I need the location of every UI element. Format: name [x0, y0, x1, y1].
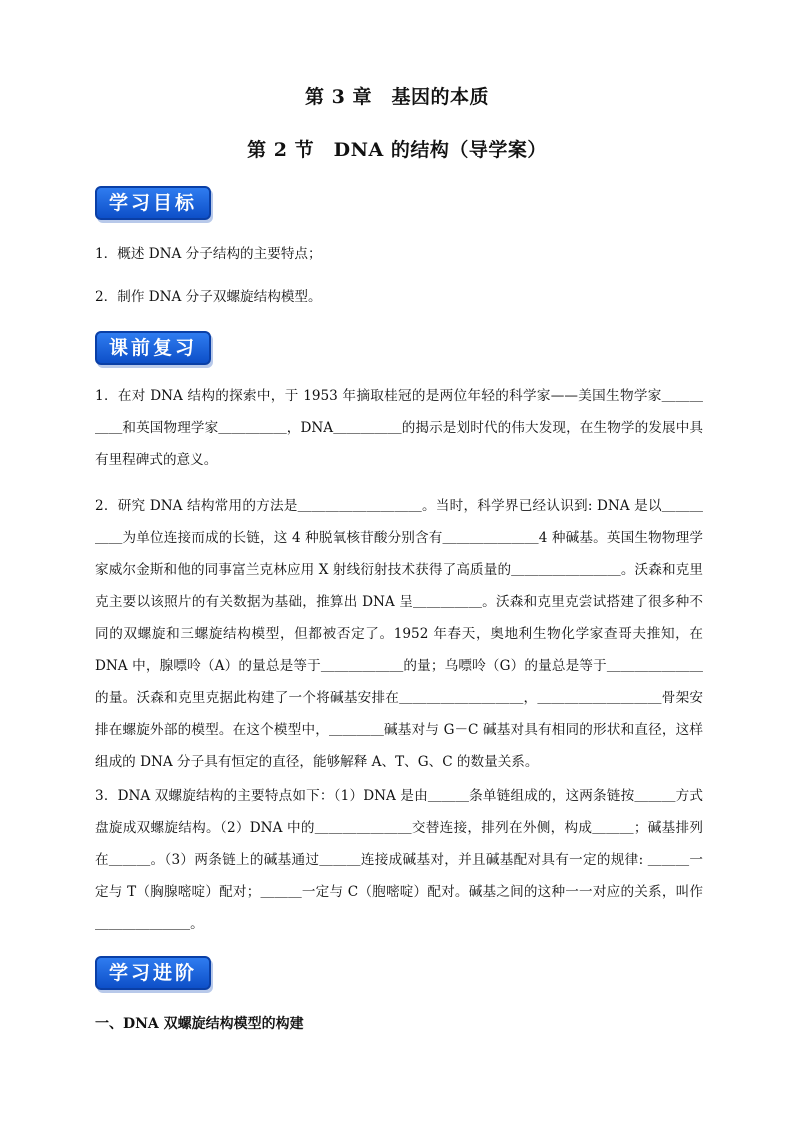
goal-item-1: 1．概述 DNA 分子结构的主要特点； — [95, 246, 322, 262]
section-title: 第 2 节 DNA 的结构（导学案） — [247, 139, 547, 161]
review-question-2: 2．研究 DNA 结构常用的方法是＿＿＿＿＿＿＿＿＿。当时，科学界已经认识到: DNA 是以＿＿＿＿＿为单位连接而成的长链，这 4 种脱氧核苷酸分别含有＿＿＿＿＿＿＿4 种碱基。英国生物物理学家威尔金斯和他的同事富兰克林应用 X 射线衍射技术获得了高质量的＿＿＿＿＿＿＿＿。沃森和克里克主要以该照片的有关数据为基础，推算出 DNA 呈＿＿＿＿＿。沃森和克里克尝试搭建了很多种不同的双螺旋和三螺旋结构模型，但都被否定了。1952 年春天，奥地利生物化学家查哥夫推知，在 DNA 中，腺嘌呤（A）的量总是等于＿＿＿＿＿＿的量；乌嘌呤（G）的量总是等于＿＿＿＿＿＿＿的量。沃森和克里克据此构建了一个将碱基安排在＿＿＿＿＿＿＿＿＿，＿＿＿＿＿＿＿＿＿骨架安排在螺旋外部的模型。在这个模型中，＿＿＿＿碱基对与 G－C 碱基对具有相同的形状和直径，这样组成的 DNA 分子具有恒定的直径，能够解释 A、T、G、C 的数量关系。 — [95, 498, 703, 770]
review-question-1: 1．在对 DNA 结构的探索中，于 1953 年摘取桂冠的是两位年轻的科学家——美国生物学家＿＿＿＿＿和英国物理学家＿＿＿＿＿，DNA＿＿＿＿＿的揭示是划时代的伟大发现，在生物学的发展中具有里程碑式的意义。 — [95, 388, 703, 468]
goal-item-2: 2．制作 DNA 分子双螺旋结构模型。 — [95, 289, 322, 305]
learning-advance-badge: 学习进阶 — [95, 956, 211, 990]
learning-goals-badge: 学习目标 — [95, 186, 211, 220]
pre-class-review-badge: 课前复习 — [95, 331, 211, 365]
chapter-title: 第 3 章 基因的本质 — [305, 86, 489, 108]
section-heading-1: 一、DNA 双螺旋结构模型的构建 — [95, 1016, 304, 1032]
review-question-3: 3．DNA 双螺旋结构的主要特点如下：（1）DNA 是由＿＿＿条单链组成的，这两条链按＿＿＿方式盘旋成双螺旋结构。（2）DNA 中的＿＿＿＿＿＿＿交替连接，排列在外侧，构成＿＿＿；碱基排列在＿＿＿。（3）两条链上的碱基通过＿＿＿连接成碱基对，并且碱基配对具有一定的规律: ＿＿＿一定与 T（胸腺嘧啶）配对；＿＿＿一定与 C（胞嘧啶）配对。碱基之间的这种一一对应的关系，叫作＿＿＿＿＿＿＿。 — [95, 788, 703, 932]
